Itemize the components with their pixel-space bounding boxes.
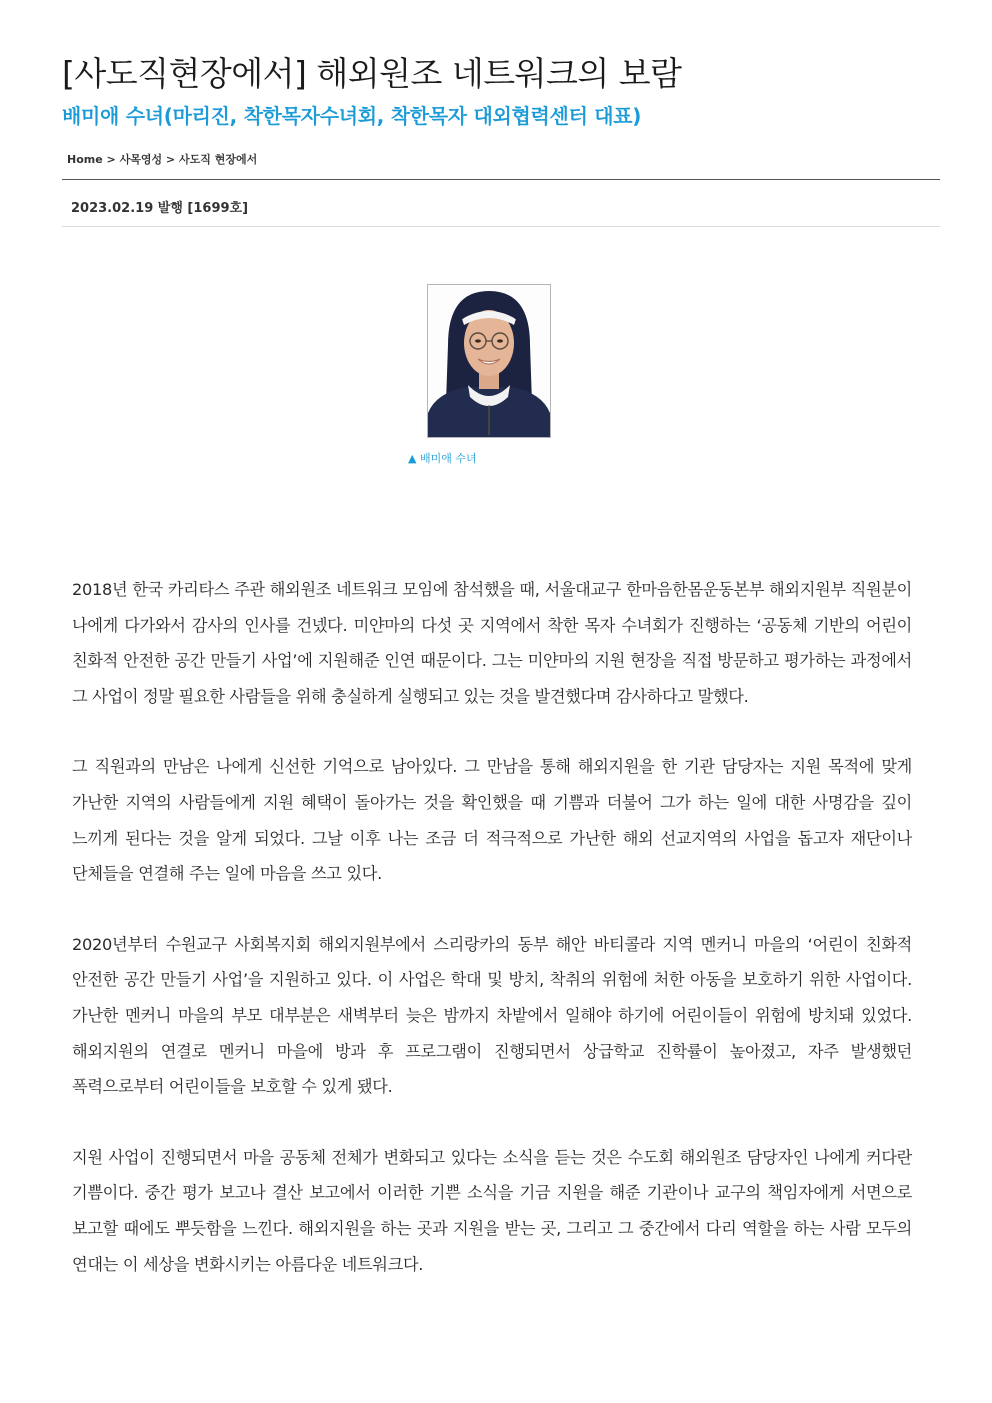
- page-title: [사도직현장에서] 해외원조 네트워크의 보람: [62, 54, 682, 93]
- photo-caption: ▲ 배미애 수녀: [408, 452, 477, 465]
- article-paragraph: 2018년 한국 카리타스 주관 해외원조 네트워크 모임에 참석했을 때, 서울대교구 한마음한몸운동본부 해외지원부 직원분이 나에게 다가와서 감사의 인사를 건넸다. 미얀마의 다섯 곳 지역에서 착한 목자 수녀회가 진행하는 ‘공동체 기반의 어린이 친화적 안전한 공간 만들기 사업’에 지원해준 인연 때문이다. 그는 미얀마의 지원 현장을 직접 방문하고 평가하는 과정에서 그 사업이 정말 필요한 사람들을 위해 충실하게 실행되고 있는 것을 발견했다며 감사하다고 말했다.: [72, 580, 912, 706]
- article-paragraph: 2020년부터 수원교구 사회복지회 해외지원부에서 스리랑카의 동부 해안 바티콜라 지역 멘커니 마을의 ‘어린이 친화적 안전한 공간 만들기 사업’을 지원하고 있다. 이 사업은 학대 및 방치, 착취의 위험에 처한 아동을 보호하기 위한 사업이다. 가난한 멘커니 마을의 부모 대부분은 새벽부터 늦은 밤까지 차밭에서 일해야 하기에 어린이들이 위험에 방치돼 있었다. 해외지원의 연결로 멘커니 마을에 방과 후 프로그램이 진행되면서 상급학교 진학률이 높아졌고, 자주 발생했던 폭력으로부터 어린이들을 보호할 수 있게 됐다.: [72, 934, 912, 1097]
- breadcrumb-current-link[interactable]: 사도직 현장에서: [178, 153, 258, 166]
- meta-divider: [62, 226, 940, 227]
- author-byline: 배미애 수녀(마리진, 착한목자수녀회, 착한목자 대외협력센터 대표): [62, 104, 642, 128]
- article-body: [72, 572, 912, 1317]
- breadcrumb-home-link[interactable]: Home: [67, 153, 103, 166]
- article-paragraph: 그 직원과의 만남은 나에게 신선한 기억으로 남아있다. 그 만남을 통해 해외지원을 한 기관 담당자는 지원 목적에 맞게 가난한 지역의 사람들에게 지원 혜택이 돌아가는 것을 확인했을 때 기쁨과 더불어 그가 하는 일에 대한 사명감을 깊이 느끼게 된다는 것을 알게 되었다. 그날 이후 나는 조금 더 적극적으로 가난한 해외 선교지역의 사업을 돕고자 재단이나 단체들을 연결해 주는 일에 마음을 쓰고 있다.: [72, 757, 912, 884]
- publish-date: 2023.02.19 발행 [1699호]: [71, 201, 249, 216]
- breadcrumb-separator: >: [162, 153, 179, 166]
- breadcrumb-separator: >: [102, 153, 120, 166]
- author-photo: [427, 284, 551, 438]
- article-paragraph: 지원 사업이 진행되면서 마을 공동체 전체가 변화되고 있다는 소식을 듣는 것은 수도회 해외원조 담당자인 나에게 커다란 기쁨이다. 중간 평가 보고나 결산 보고에서 이러한 기쁜 소식을 기금 지원을 해준 기관이나 교구의 책임자에게 서면으로 보고할 때에도 뿌듯함을 느낀다. 해외지원을 하는 곳과 지원을 받는 곳, 그리고 그 중간에서 다리 역할을 하는 사람 모두의 연대는 이 세상을 변화시키는 아름다운 네트워크다.: [72, 1147, 912, 1274]
- header-divider: [62, 179, 940, 180]
- breadcrumb-section-link[interactable]: 사목영성: [119, 153, 163, 166]
- breadcrumb: [67, 151, 257, 167]
